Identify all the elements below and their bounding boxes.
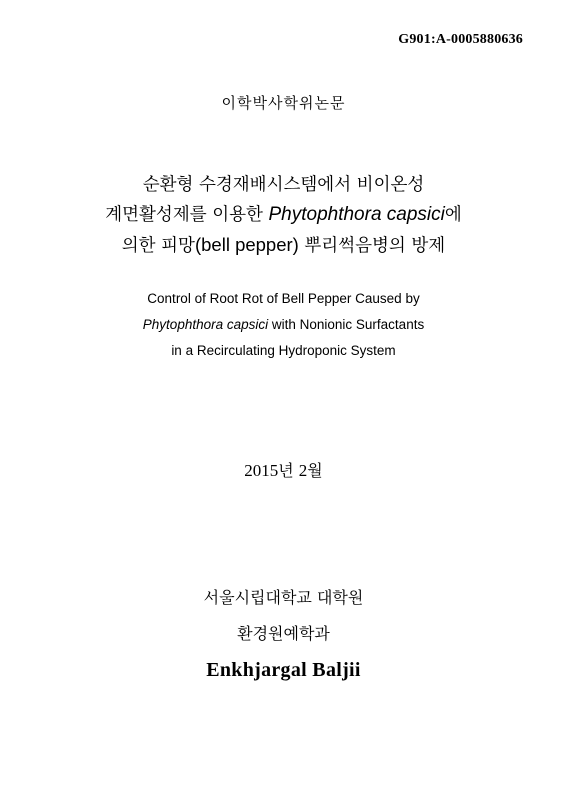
- institution-block: [0, 580, 567, 688]
- english-title-line-3: in a Recirculating Hydroponic System: [171, 343, 396, 358]
- english-title: [0, 286, 567, 364]
- korean-title: [0, 170, 567, 260]
- degree-type: 이학박사학위논문: [221, 94, 346, 112]
- english-title-line-1: Control of Root Rot of Bell Pepper Caused by: [147, 291, 420, 306]
- date-month: 2: [298, 461, 308, 480]
- author-name: Enkhjargal Baljii: [206, 659, 361, 681]
- korean-title-line-2-prefix: 계면활성제를 이용한: [105, 205, 269, 225]
- species-name: Phytophthora capsici: [268, 204, 445, 225]
- english-title-line-2-suffix: with Nonionic Surfactants: [268, 317, 425, 332]
- korean-title-line-2: [0, 200, 567, 230]
- department-name: 환경원예학과: [237, 624, 330, 643]
- english-title-line-2: [0, 312, 567, 338]
- korean-title-line-2-suffix: 에: [444, 205, 462, 225]
- university-name: 서울시립대학교 대학원: [203, 588, 364, 607]
- document-id: G901:A-0005880636: [398, 32, 523, 47]
- date-year-suffix: 년: [278, 461, 299, 480]
- korean-title-line-3: [0, 230, 567, 260]
- korean-title-line-3-prefix: 의한 피망: [121, 236, 195, 256]
- date-month-suffix: 월: [307, 461, 323, 480]
- korean-title-line-3-suffix: 뿌리썩음병의 방제: [298, 236, 446, 256]
- bell-pepper-term: (bell pepper): [194, 234, 299, 255]
- korean-title-line-1: 순환형 수경재배시스템에서 비이온성: [142, 175, 425, 195]
- date-year: 2015: [244, 461, 279, 480]
- submission-date: [0, 458, 567, 481]
- english-species-name: Phytophthora capsici: [142, 317, 269, 332]
